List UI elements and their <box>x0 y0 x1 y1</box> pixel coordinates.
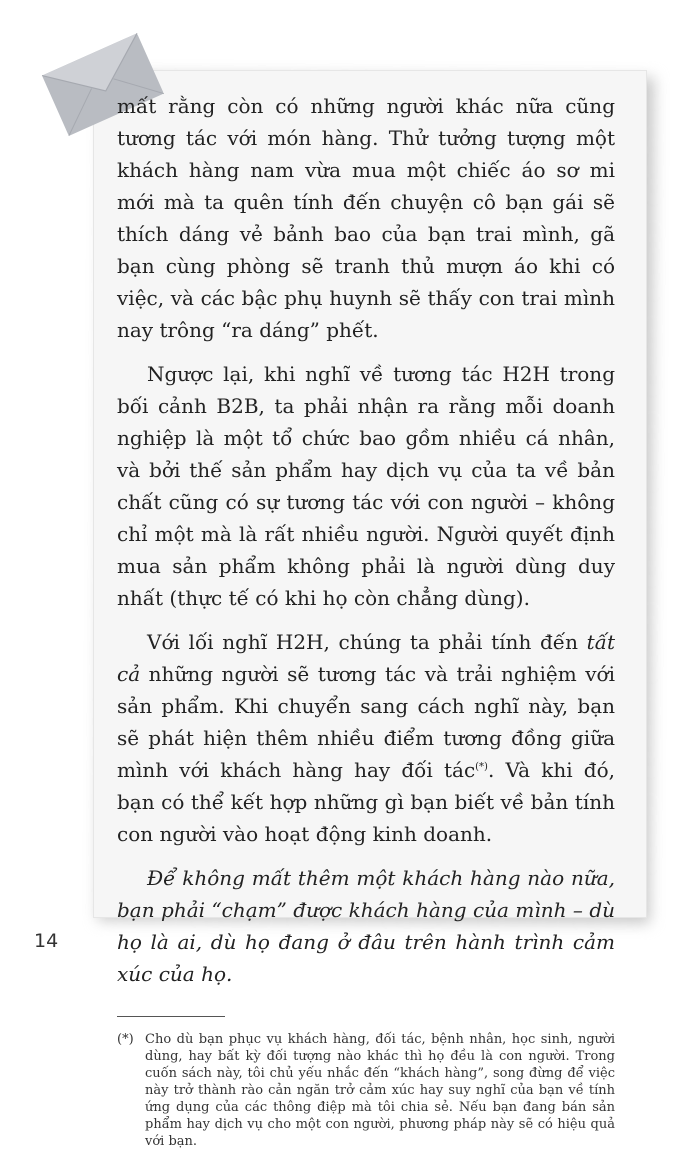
page-content <box>117 90 615 1150</box>
paragraph-3 <box>117 626 615 850</box>
paragraph-3-emphasis: tất cả <box>117 630 615 686</box>
paragraph-3-text-start: Với lối nghĩ H2H, chúng ta phải tính đến <box>147 630 587 654</box>
page-number: 14 <box>34 930 59 952</box>
footnote-mark: (*) <box>117 1032 134 1047</box>
paragraph-2: Ngược lại, khi nghĩ về tương tác H2H trong bối cảnh B2B, ta phải nhận ra rằng mỗi doanh nghiệp là một tổ chức bao gồm nhiều cá nhân, và bởi thế sản phẩm hay dịch vụ của ta về bản chất cũng có sự tương tác với con người – không chỉ một mà là rất nhiều người. Người quyết định mua sản phẩm không phải là người dùng duy nhất (thực tế có khi họ còn chẳng dùng). <box>117 362 615 610</box>
paragraph-3-text-middle: những người sẽ tương tác và trải nghiệm với sản phẩm. Khi chuyển sang cách nghĩ này, bạn sẽ phát hiện thêm nhiều điểm tương đồng giữa mình với khách hàng hay đối tác <box>117 662 615 782</box>
paragraph-4-italic: Để không mất thêm một khách hàng nào nữa, bạn phải “chạm” được khách hàng của mình – dù họ là ai, dù họ đang ở đâu trên hành trình cảm xúc của họ. <box>117 866 615 986</box>
footnote-reference: (*) <box>475 761 488 773</box>
paragraph-3-text-end: . Và khi đó, bạn có thể kết hợp những gì bạn biết về bản tính con người vào hoạt động kinh doanh. <box>117 758 616 846</box>
paragraph-1: mất rằng còn có những người khác nữa cũng tương tác với món hàng. Thử tưởng tượng một khách hàng nam vừa mua một chiếc áo sơ mi mới mà ta quên tính đến chuyện cô bạn gái sẽ thích dáng vẻ bảnh bao của bạn trai mình, gã bạn cùng phòng sẽ tranh thủ mượn áo khi có việc, và các bậc phụ huynh sẽ thấy con trai mình nay trông “ra dáng” phết. <box>117 94 615 342</box>
footnote <box>117 1031 615 1150</box>
footnote-text: Cho dù bạn phục vụ khách hàng, đối tác, bệnh nhân, học sinh, người dùng, hay bất kỳ đối tượng nào khác thì họ đều là con người. Trong cuốn sách này, tôi chủ yếu nhắc đến “khách hàng”, song đừng để việc này trở thành rào cản ngăn trở cảm xúc hay suy nghĩ của bạn về tính ứng dụng của các thông điệp mà tôi chia sẻ. Nếu bạn đang bán sản phẩm hay dịch vụ cho một con người, phương pháp này sẽ có hiệu quả với bạn. <box>145 1032 615 1149</box>
footnote-divider <box>117 1016 225 1017</box>
